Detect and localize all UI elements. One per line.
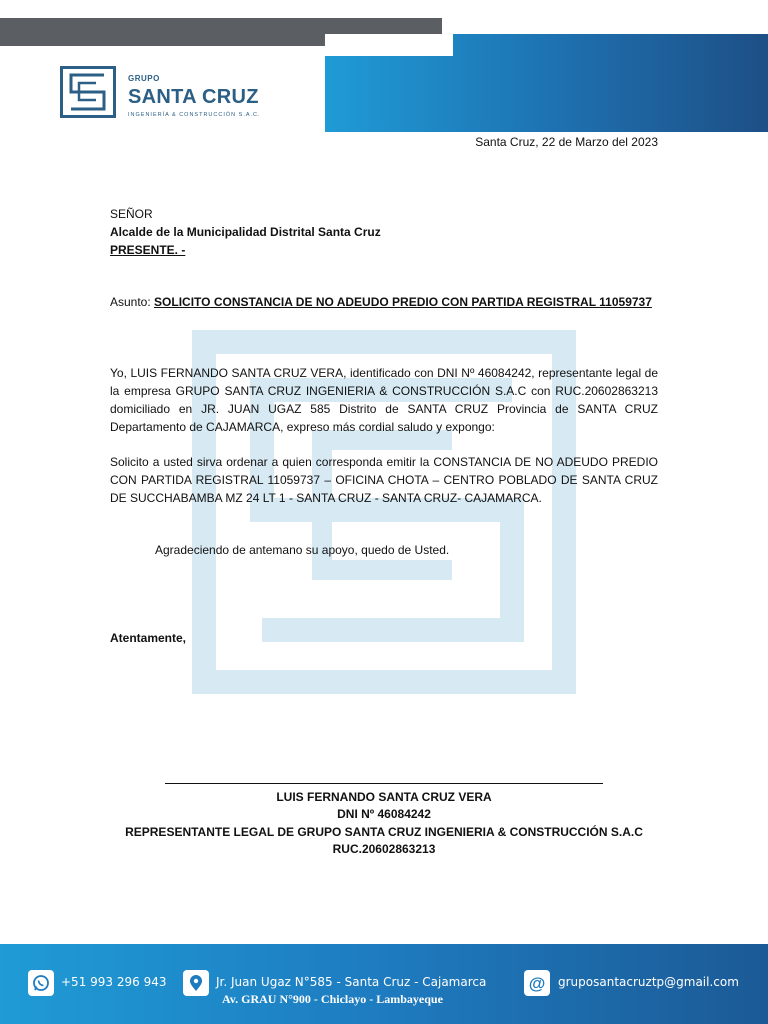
signature-ruc: RUC.20602863213 [332,842,436,856]
logo-company-name: SANTA CRUZ [128,86,259,108]
body-paragraph-thanks: Agradeciendo de antemano su apoyo, quedo de Usted. [155,543,450,557]
salutation-presente: PRESENTE. - [110,243,186,257]
logo-subtitle: INGENIERÍA & CONSTRUCCIÓN S.A.C. [128,112,261,118]
signature-dni: DNI Nº 46084242 [337,807,431,821]
salutation-recipient: Alcalde de la Municipalidad Distrital Santa Cruz [110,225,381,239]
body-paragraph-request: Solicito a usted sirva ordenar a quien corresponda emitir la CONSTANCIA DE NO ADEUDO PREDIO CON PARTIDA REGISTRAL 11059737 – OFICINA CHOTA – CENTRO POBLADO DE SANTA CRUZ DE SUCCHABAMBA MZ 24 LT 1 - SANTA CRUZ - SANTA CRUZ- CAJAMARCA. [110,455,658,505]
footer-phone[interactable]: +51 993 296 943 [61,975,167,989]
footer-email[interactable]: gruposantacruztp@gmail.com [558,975,739,989]
subject-label: Asunto: [110,295,155,309]
header-banner-notch [325,34,453,56]
footer-address: Jr. Juan Ugaz N°585 - Santa Cruz - Cajamarca [216,975,487,989]
closing-text: Atentamente, [110,631,187,645]
body-paragraph-intro: Yo, LUIS FERNANDO SANTA CRUZ VERA, identificado con DNI Nº 46084242, representante legal de la empresa GRUPO SANTA CRUZ INGENIERIA & CONSTRUCCIÓN S.A.C con RUC.20602863213 domiciliado en JR. JUAN UGAZ 585 Distrito de SANTA CRUZ Provincia de SANTA CRUZ Departamento de CAJAMARCA, expreso más cordial saludo y expongo: [110,366,658,434]
location-pin-icon [183,970,209,996]
footer-address-secondary: Av. GRAU N°900 - Chiclayo - Lambayeque [222,992,443,1006]
company-logo-icon [60,66,116,118]
subject-line [110,293,652,311]
at-sign-icon: @ [524,970,550,996]
salutation-title: SEÑOR [110,207,153,221]
logo-group-label: GRUPO [128,74,160,83]
signature-line [165,783,603,784]
letter-date: Santa Cruz, 22 de Marzo del 2023 [475,135,658,149]
signature-role: REPRESENTANTE LEGAL DE GRUPO SANTA CRUZ INGENIERIA & CONSTRUCCIÓN S.A.C [125,825,643,839]
subject-text: SOLICITO CONSTANCIA DE NO ADEUDO PREDIO CON PARTIDA REGISTRAL 11059737 [154,295,652,309]
whatsapp-icon [28,970,54,996]
signature-name: LUIS FERNANDO SANTA CRUZ VERA [276,790,492,804]
